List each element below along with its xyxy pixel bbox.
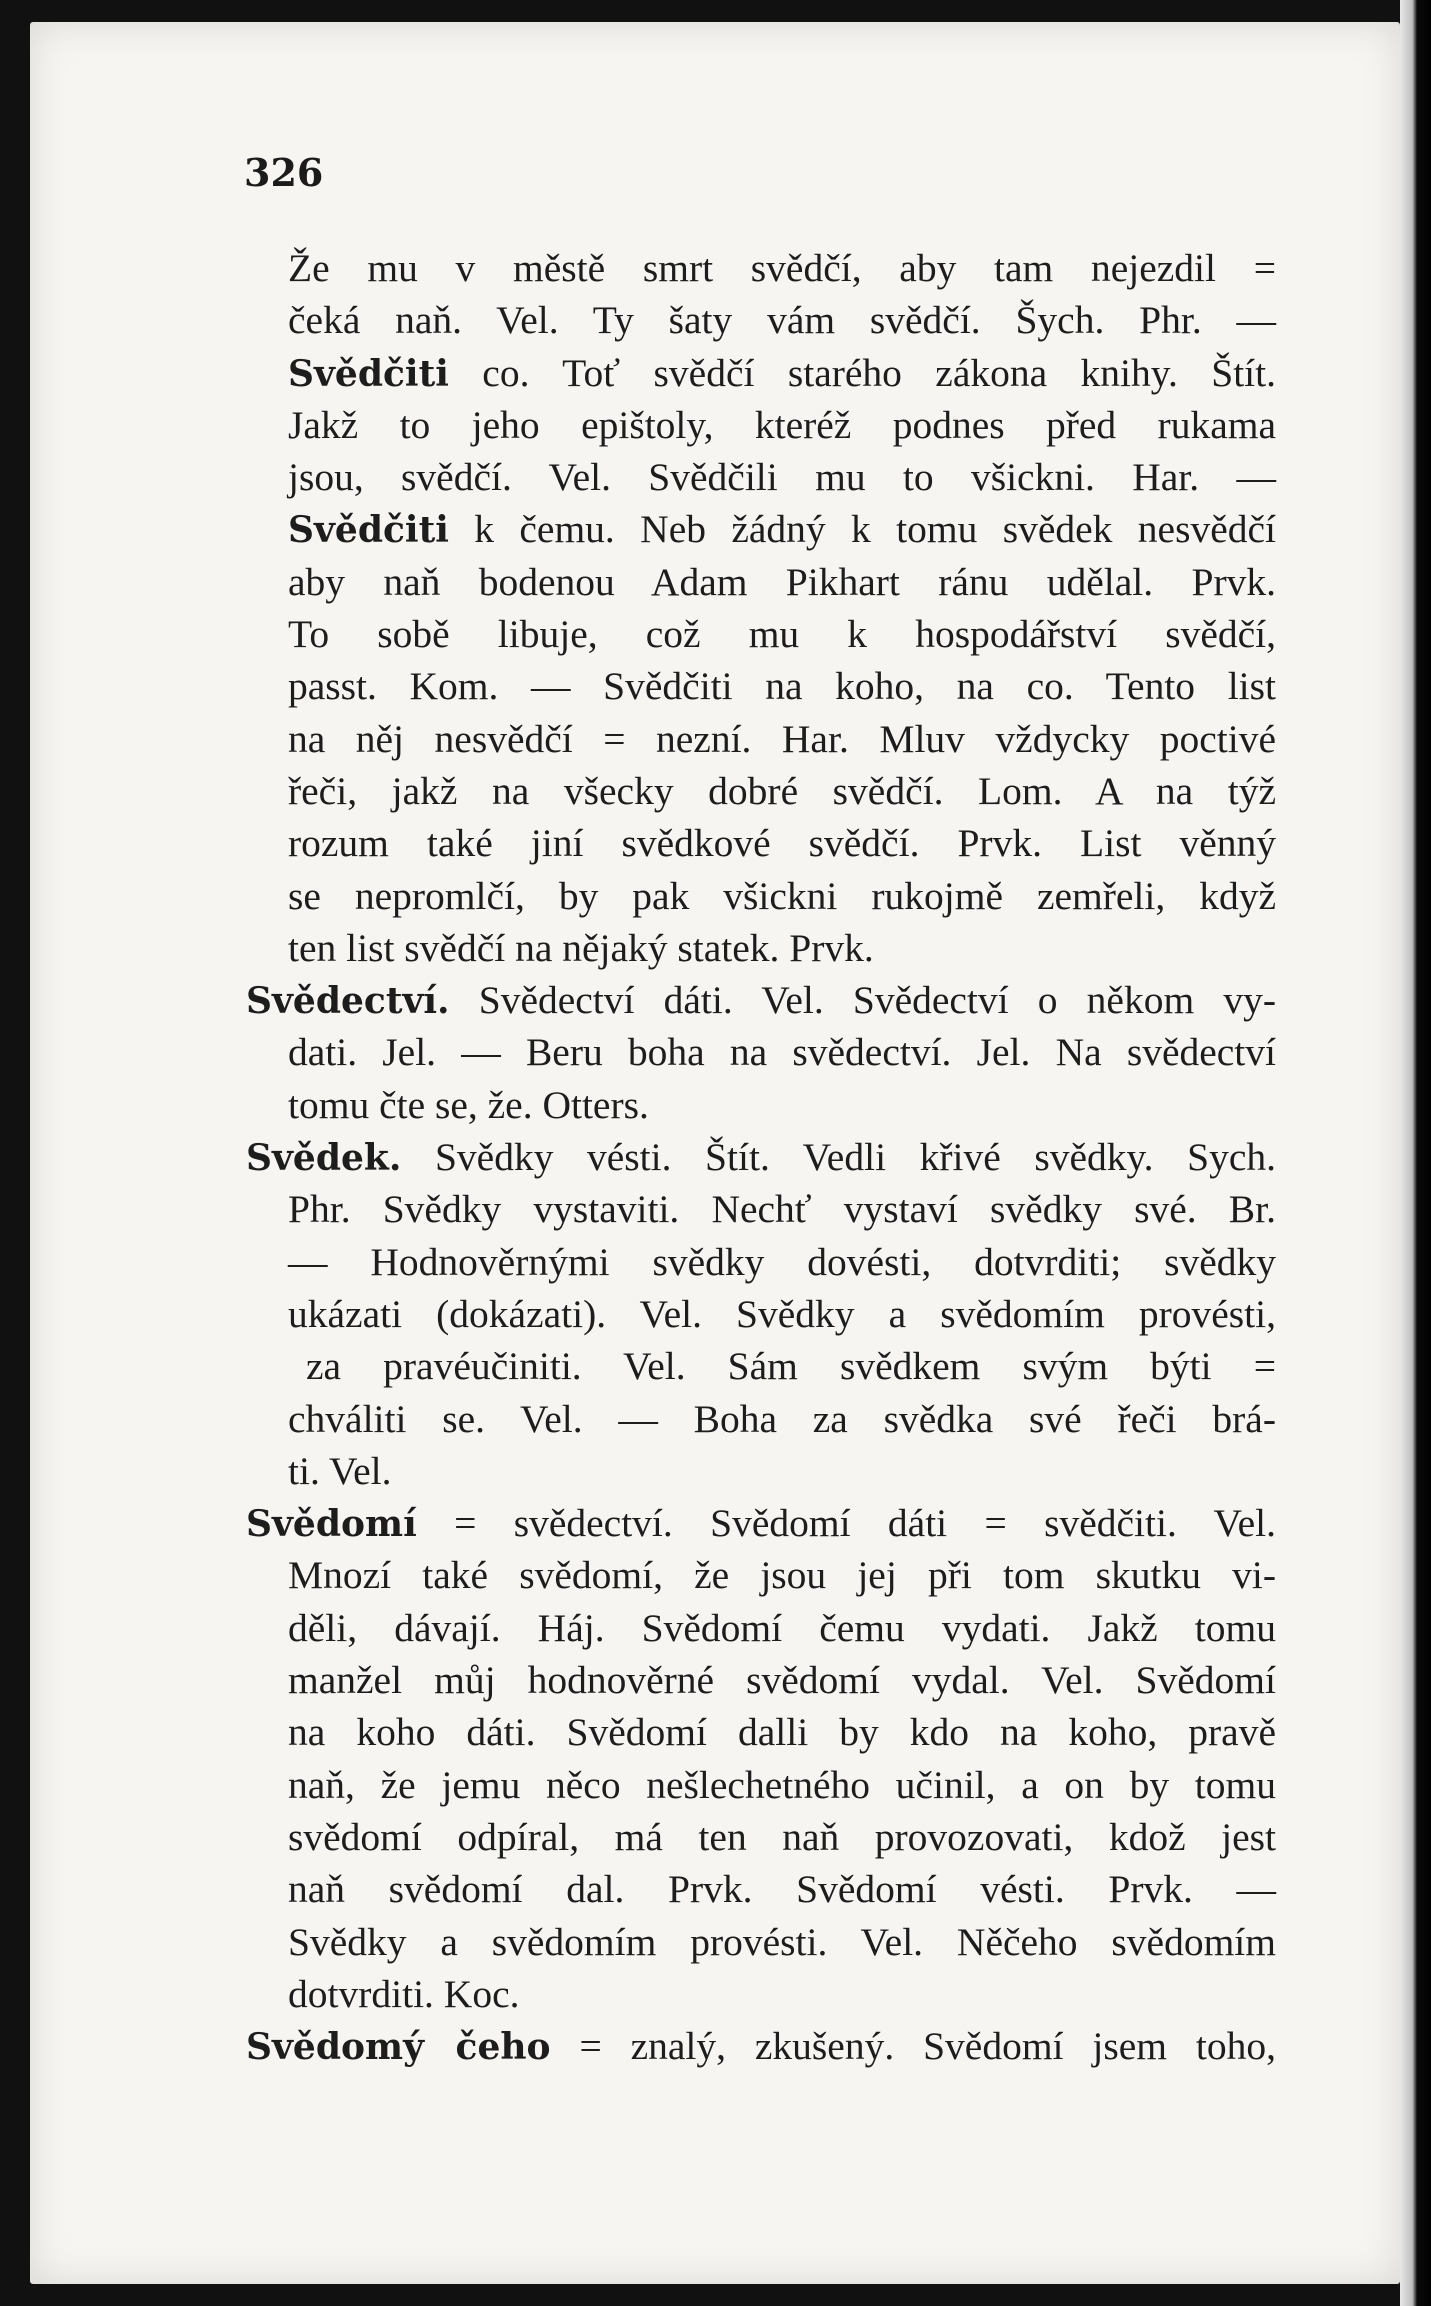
- text-line: [246, 870, 1276, 922]
- line-text: Svědky vésti. Štít. Vedli křivé svědky. Sych.: [401, 1135, 1276, 1180]
- text-line: [246, 608, 1276, 660]
- line-text: Mnozí také svědomí, že jsou jej při tom skutku vi-: [288, 1553, 1276, 1598]
- line-text: Jakž to jeho epištoly, kteréž podnes před rukama: [288, 402, 1276, 447]
- line-text: chváliti se. Vel. — Boha za svědka své řeči brá-: [288, 1396, 1276, 1441]
- line-text: manžel můj hodnověrné svědomí vydal. Vel. Svědomí: [288, 1658, 1276, 1703]
- line-text: dotvrditi. Koc.: [288, 1971, 520, 2016]
- line-text: za pravéučiniti. Vel. Sám svědkem svým býti =: [306, 1344, 1276, 1389]
- line-text: ten list svědčí na nějaký statek. Prvk.: [288, 925, 874, 970]
- dictionary-text: [246, 242, 1276, 2072]
- text-line: [246, 242, 1276, 294]
- headword: Svědek.: [246, 1137, 402, 1180]
- text-line: [246, 1759, 1276, 1811]
- line-text: ukázati (dokázati). Vel. Svědky a svědomím provésti,: [288, 1291, 1276, 1336]
- line-text: naň, že jemu něco nešlechetného učinil, a on by tomu: [288, 1762, 1276, 1807]
- line-text: naň svědomí dal. Prvk. Svědomí vésti. Prvk. —: [288, 1867, 1276, 1912]
- headword: Svědomí: [246, 1503, 417, 1546]
- text-line: [246, 1863, 1276, 1915]
- text-line: [246, 1288, 1276, 1340]
- line-text: jsou, svědčí. Vel. Svědčili mu to všickni. Har. —: [288, 455, 1276, 500]
- line-text: k čemu. Neb žádný k tomu svědek nesvědčí: [448, 507, 1276, 552]
- line-text: co. Toť svědčí starého zákona knihy. Štít.: [448, 350, 1276, 395]
- text-line: [246, 1654, 1276, 1706]
- text-line: [246, 1131, 1276, 1183]
- text-line: [246, 451, 1276, 503]
- text-line: [246, 1026, 1276, 1078]
- page-edge-shadow: [1400, 0, 1431, 2306]
- headword: Svědectví.: [246, 980, 450, 1023]
- text-line: [246, 1183, 1276, 1235]
- line-text: — Hodnověrnými svědky dovésti, dotvrditi; svědky: [288, 1239, 1276, 1284]
- line-text: svědomí odpíral, má ten naň provozovati, kdož jest: [288, 1814, 1276, 1859]
- text-line: [246, 2020, 1276, 2072]
- line-text: tomu čte se, že. Otters.: [288, 1082, 649, 1127]
- headword: Svědčiti: [288, 509, 449, 552]
- line-text: rozum také jiní svědkové svědčí. Prvk. List věnný: [288, 821, 1276, 866]
- line-text: děli, dávají. Háj. Svědomí čemu vydati. Jakž tomu: [288, 1605, 1276, 1650]
- line-text: Že mu v městě smrt svědčí, aby tam nejezdil =: [288, 246, 1276, 290]
- text-line: [246, 922, 1276, 974]
- text-line: [246, 1706, 1276, 1758]
- line-text: řeči, jakž na všecky dobré svědčí. Lom. A na týž: [288, 768, 1276, 813]
- line-text: čeká naň. Vel. Ty šaty vám svědčí. Šych. Phr. —: [288, 298, 1276, 343]
- text-line: [246, 347, 1276, 399]
- text-line: [246, 713, 1276, 765]
- line-text: na koho dáti. Svědomí dalli by kdo na koho, pravě: [288, 1710, 1276, 1755]
- line-text: passt. Kom. — Svědčiti na koho, na co. Tento list: [288, 664, 1276, 709]
- text-line: [246, 556, 1276, 608]
- line-text: dati. Jel. — Beru boha na svědectví. Jel. Na svědectví: [288, 1030, 1276, 1075]
- text-line: [246, 1916, 1276, 1968]
- text-line: [246, 503, 1276, 555]
- line-text: To sobě libuje, což mu k hospodářství svědčí,: [288, 612, 1276, 657]
- text-line: [246, 294, 1276, 346]
- text-line: [246, 1811, 1276, 1863]
- line-text: na něj nesvědčí = nezní. Har. Mluv vždycky poctivé: [288, 716, 1276, 761]
- page-number: 326: [244, 150, 324, 195]
- text-line: [246, 974, 1276, 1026]
- line-text: aby naň bodenou Adam Pikhart ránu udělal. Prvk.: [288, 559, 1276, 604]
- text-line: [246, 660, 1276, 712]
- text-line: [246, 1393, 1276, 1445]
- text-line: [246, 1445, 1276, 1497]
- line-text: = svědectví. Svědomí dáti = svědčiti. Vel.: [416, 1501, 1276, 1546]
- text-line: [246, 399, 1276, 451]
- line-text: Svědectví dáti. Vel. Svědectví o někom vy-: [449, 978, 1276, 1023]
- text-line: [246, 1549, 1276, 1601]
- line-text: ti. Vel.: [288, 1448, 392, 1493]
- headword: Svědomý čeho: [246, 2026, 551, 2069]
- text-line: [246, 1236, 1276, 1288]
- line-text: se nepromlčí, by pak všickni rukojmě zemřeli, když: [288, 873, 1276, 918]
- text-line: [246, 1340, 1276, 1392]
- line-text: Svědky a svědomím provésti. Vel. Něčeho svědomím: [288, 1919, 1276, 1964]
- text-line: [246, 1602, 1276, 1654]
- text-line: [246, 1497, 1276, 1549]
- text-line: [246, 765, 1276, 817]
- line-text: Phr. Svědky vystaviti. Nechť vystaví svědky své. Br.: [288, 1187, 1276, 1232]
- headword: Svědčiti: [288, 352, 449, 395]
- text-line: [246, 817, 1276, 869]
- text-line: [246, 1079, 1276, 1131]
- text-line: [246, 1968, 1276, 2020]
- line-text: = znalý, zkušený. Svědomí jsem toho,: [550, 2024, 1276, 2069]
